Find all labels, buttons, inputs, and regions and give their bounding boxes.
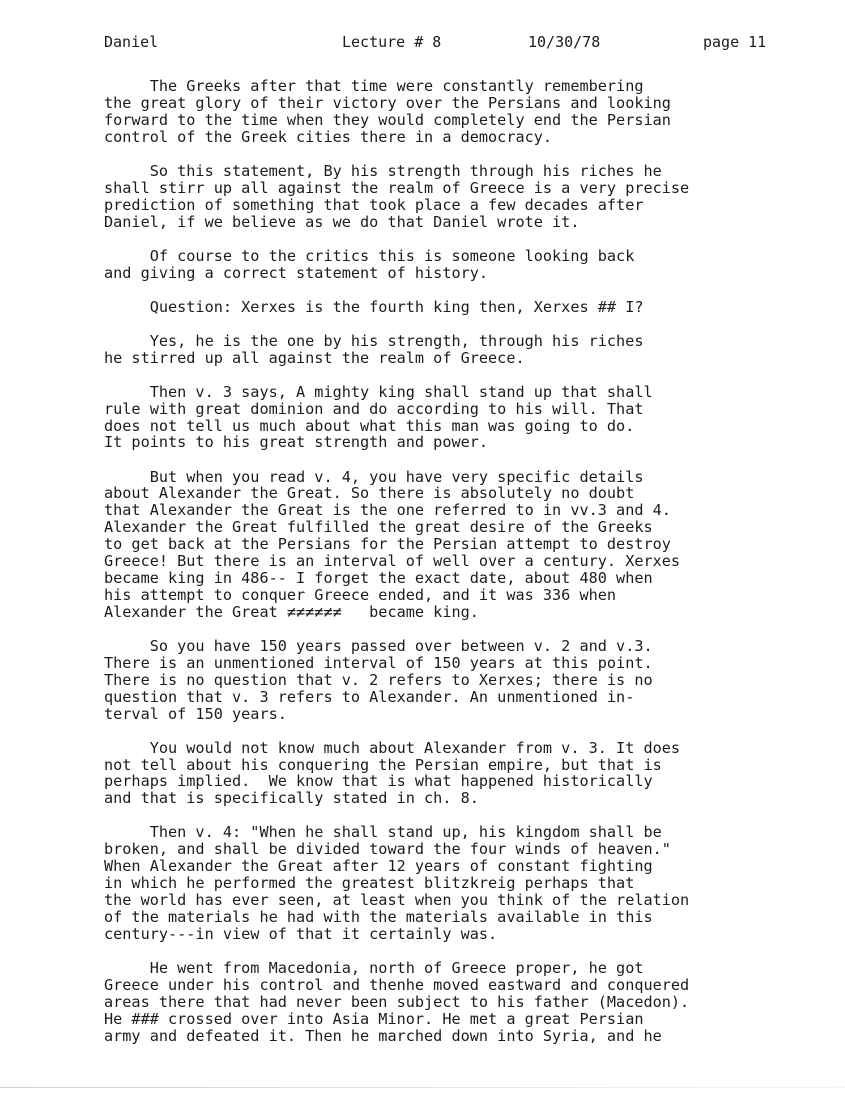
text-line: Then v. 3 says, A mighty king shall stand up that shall (104, 382, 653, 401)
text-line: Question: Xerxes is the fourth king then, Xerxes ## I? (104, 297, 644, 316)
text-line: does not tell us much about what this man was going to do. (104, 416, 635, 435)
text-line: the world has ever seen, at least when you think of the relation (104, 891, 690, 910)
text-line: century---in view of that it certainly was. (104, 924, 498, 943)
text-line: the great glory of their victory over the Persians and looking (104, 93, 671, 112)
text-line: The Greeks after that time were constantly remembering (104, 77, 644, 95)
paragraph (104, 384, 784, 452)
text-line: in which he performed the greatest blitzkreig perhaps that (104, 874, 635, 893)
text-line: But when you read v. 4, you have very specific details (104, 467, 644, 486)
text-line: There is an unmentioned interval of 150 years at this point. (104, 653, 653, 672)
text-line: So this statement, By his strength through his riches he (104, 161, 662, 180)
page-header (0, 33, 845, 55)
header-date: 10/30/78 (528, 33, 601, 51)
text-line: army and defeated it. Then he marched down into Syria, and he (104, 1026, 662, 1045)
text-line: shall stirr up all against the realm of Greece is a very precise (104, 178, 690, 197)
text-line: There is no question that v. 2 refers to Xerxes; there is no (104, 670, 653, 689)
text-line: Yes, he is the one by his strength, through his riches (104, 331, 644, 350)
text-line: He ### crossed over into Asia Minor. He met a great Persian (104, 1009, 644, 1028)
text-line: of the materials he had with the materials available in this (104, 907, 653, 926)
paragraph (104, 638, 784, 723)
header-page-number: page 11 (703, 33, 767, 51)
text-line: Alexander the Great ≠≠≠≠≠≠ became king. (104, 602, 479, 621)
text-line: broken, and shall be divided toward the four winds of heaven." (104, 840, 671, 859)
text-line: and that is specifically stated in ch. 8. (104, 789, 479, 808)
transcript-body (104, 78, 784, 1062)
text-line: Of course to the critics this is someone looking back (104, 246, 635, 265)
text-line: Then v. 4: "When he shall stand up, his kingdom shall be (104, 823, 662, 842)
paragraph (104, 163, 784, 231)
text-line: became king in 486-- I forget the exact date, about 480 when (104, 568, 653, 587)
text-line: prediction of something that took place a few decades after (104, 195, 644, 214)
text-line: Daniel, if we believe as we do that Daniel wrote it. (104, 212, 580, 231)
text-line: rule with great dominion and do according to his will. That (104, 399, 644, 418)
text-line: question that v. 3 refers to Alexander. An unmentioned in- (104, 687, 635, 706)
text-line: areas there that had never been subject to his father (Macedon). (104, 992, 690, 1011)
text-line: So you have 150 years passed over between v. 2 and v.3. (104, 636, 653, 655)
paragraph (104, 960, 784, 1045)
text-line: he stirred up all against the realm of Greece. (104, 348, 525, 367)
paragraph (104, 333, 784, 367)
text-line: Alexander the Great fulfilled the great desire of the Greeks (104, 518, 653, 537)
text-line: Greece! But there is an interval of well over a century. Xerxes (104, 552, 681, 571)
text-line: It points to his great strength and power. (104, 433, 489, 452)
text-line: control of the Greek cities there in a democracy. (104, 127, 553, 146)
text-line: He went from Macedonia, north of Greece proper, he got (104, 958, 644, 977)
paragraph (104, 299, 784, 316)
scan-edge-line (0, 1087, 845, 1088)
header-book-title: Daniel (104, 33, 159, 51)
text-line: You would not know much about Alexander from v. 3. It does (104, 738, 681, 757)
text-line: Greece under his control and thenhe moved eastward and conquered (104, 975, 690, 994)
text-line: terval of 150 years. (104, 704, 287, 723)
paragraph (104, 78, 784, 146)
text-line: not tell about his conquering the Persian empire, but that is (104, 755, 662, 774)
text-line: his attempt to conquer Greece ended, and it was 336 when (104, 585, 617, 604)
paragraph (104, 740, 784, 808)
text-line: and giving a correct statement of history. (104, 263, 489, 282)
text-line: about Alexander the Great. So there is absolutely no doubt (104, 484, 635, 503)
text-line: to get back at the Persians for the Persian attempt to destroy (104, 535, 671, 554)
text-line: perhaps implied. We know that is what happened historically (104, 772, 653, 791)
text-line: When Alexander the Great after 12 years of constant fighting (104, 857, 653, 876)
header-lecture-number: Lecture # 8 (342, 33, 442, 51)
paragraph (104, 824, 784, 942)
text-line: forward to the time when they would completely end the Persian (104, 110, 671, 129)
text-line: that Alexander the Great is the one referred to in vv.3 and 4. (104, 501, 671, 520)
paragraph (104, 469, 784, 621)
paragraph (104, 248, 784, 282)
